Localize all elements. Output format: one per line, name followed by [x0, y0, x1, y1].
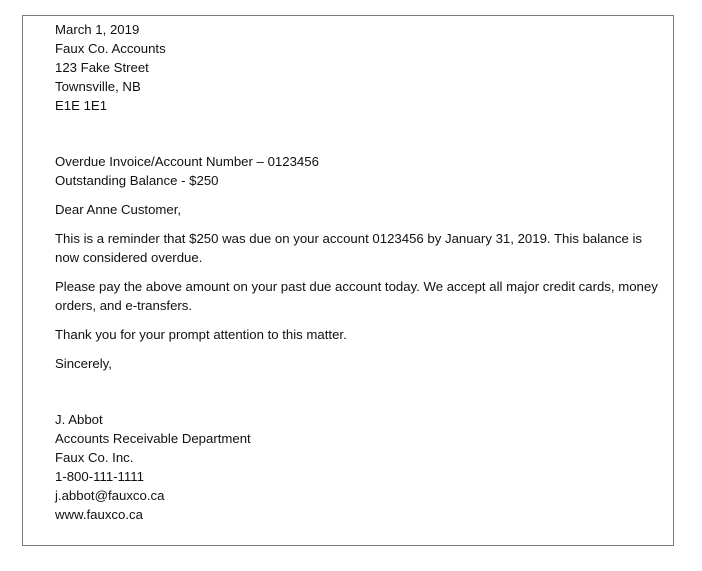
recipient-street: 123 Fake Street — [55, 60, 149, 75]
overdue-reminder-letter — [55, 20, 667, 524]
recipient-postal-code: E1E 1E1 — [55, 98, 108, 113]
recipient-name: Faux Co. Accounts — [55, 41, 166, 56]
reminder-paragraph: This is a reminder that $250 was due on your account 0123456 by January 31, 2019. This balance is now considered overdue. — [55, 231, 642, 265]
signer-department: Accounts Receivable Department — [55, 431, 251, 446]
salutation: Dear Anne Customer, — [55, 202, 182, 217]
signer-phone: 1-800-111-1111 — [55, 469, 144, 484]
signer-name: J. Abbot — [55, 412, 103, 427]
signer-website: www.fauxco.ca — [55, 507, 143, 522]
signer-company: Faux Co. Inc. — [55, 450, 134, 465]
recipient-city: Townsville, NB — [55, 79, 141, 94]
letter-date: March 1, 2019 — [55, 22, 140, 37]
signer-email: j.abbot@fauxco.ca — [55, 488, 165, 503]
signature-block — [55, 410, 667, 524]
date-and-recipient-address — [55, 20, 667, 115]
account-reference — [55, 152, 667, 190]
invoice-account-number: Overdue Invoice/Account Number – 0123456 — [55, 154, 319, 169]
outstanding-balance: Outstanding Balance - $250 — [55, 173, 219, 188]
thank-you-paragraph: Thank you for your prompt attention to this matter. — [55, 327, 347, 342]
closing: Sincerely, — [55, 356, 112, 371]
payment-request-paragraph: Please pay the above amount on your past due account today. We accept all major credit cards, money orders, and e-transfers. — [55, 279, 658, 313]
